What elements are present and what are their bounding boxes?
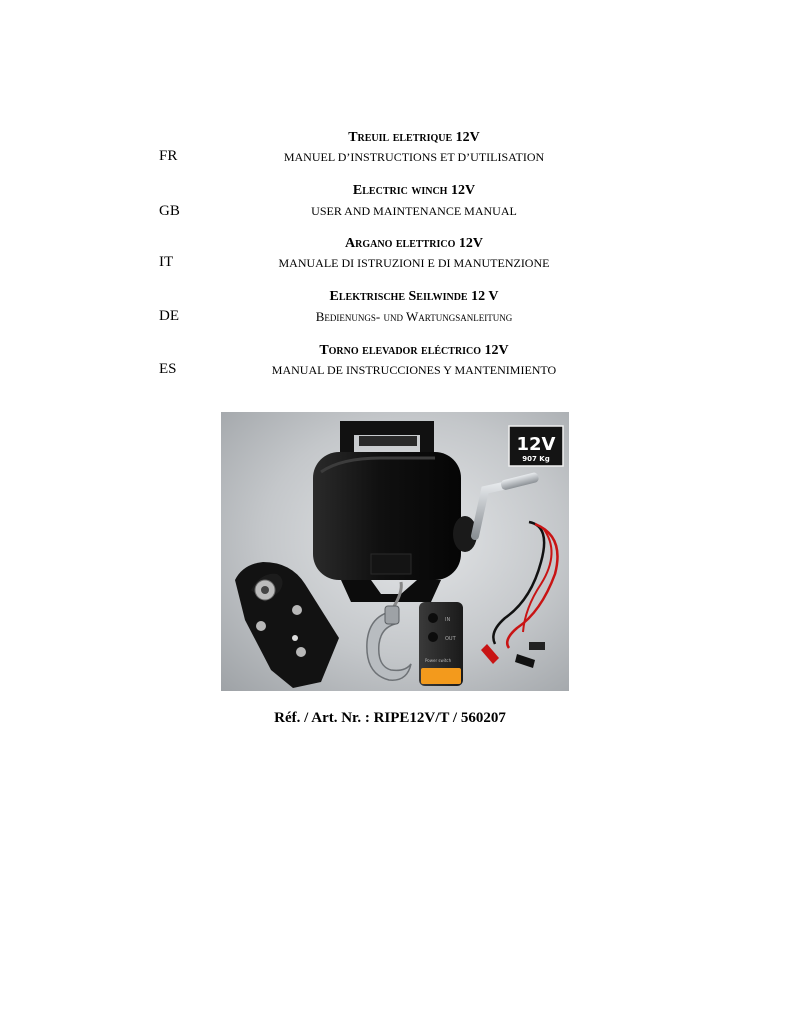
winch-body bbox=[313, 452, 477, 602]
badge-capacity: 907 Kg bbox=[522, 455, 550, 463]
language-title: Torno elevador eléctrico 12V bbox=[319, 343, 509, 358]
language-title: Treuil eletrique 12V bbox=[348, 130, 480, 145]
power-cables bbox=[481, 522, 558, 668]
language-block-es bbox=[0, 343, 791, 387]
language-code: ES bbox=[159, 361, 177, 377]
language-code: IT bbox=[159, 254, 174, 270]
badge-voltage: 12V bbox=[516, 434, 556, 455]
mounting-bracket bbox=[235, 562, 339, 688]
winch-illustration bbox=[221, 412, 569, 691]
language-block-it bbox=[0, 236, 791, 280]
language-subtitle: MANUEL D’INSTRUCTIONS ET D’UTILISATION bbox=[283, 150, 545, 164]
language-title: Argano elettrico 12V bbox=[345, 236, 483, 251]
language-block-gb bbox=[0, 183, 791, 227]
language-code: GB bbox=[159, 203, 180, 219]
language-title: Electric winch 12V bbox=[352, 183, 476, 198]
language-title: Elektrische Seilwinde 12 V bbox=[329, 289, 499, 304]
voltage-badge bbox=[509, 426, 563, 466]
article-reference: Réf. / Art. Nr. : RIPE12V/T / 560207 bbox=[274, 710, 506, 726]
language-code: FR bbox=[159, 148, 178, 164]
language-subtitle: Bedienungs- und Wartungsanleitung bbox=[315, 309, 513, 324]
product-photo bbox=[221, 412, 569, 691]
remote-in-label: IN bbox=[445, 617, 451, 623]
crank-handle bbox=[475, 472, 539, 536]
remote-out-label: OUT bbox=[445, 636, 456, 642]
language-subtitle: MANUAL DE INSTRUCCIONES Y MANTENIMIENTO bbox=[271, 363, 557, 377]
language-block-de bbox=[0, 289, 791, 333]
language-subtitle: USER AND MAINTENANCE MANUAL bbox=[311, 204, 517, 218]
language-subtitle: MANUALE DI ISTRUZIONI E DI MANUTENZIONE bbox=[278, 256, 550, 270]
language-block-fr bbox=[0, 130, 791, 174]
remote-power-label: Power switch bbox=[425, 658, 452, 663]
language-code: DE bbox=[159, 308, 179, 324]
remote-control bbox=[419, 602, 463, 686]
